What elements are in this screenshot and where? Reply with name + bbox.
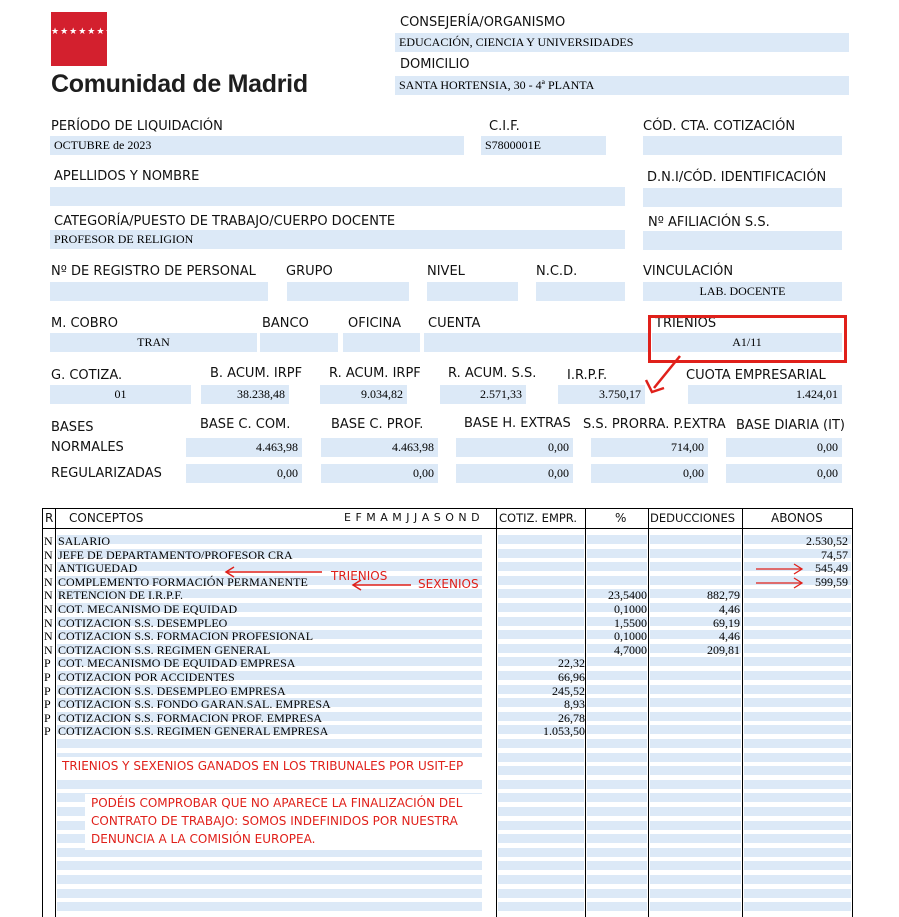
table-row (42, 644, 853, 658)
row-stripe (587, 739, 647, 748)
row-stripe (587, 821, 647, 830)
row-stripe (587, 875, 647, 884)
dni-label: D.N.I/CÓD. IDENTIFICACIÓN (647, 170, 827, 185)
row-concepto: ANTIGUEDAD (58, 561, 138, 576)
row-abono: 74,57 (821, 547, 848, 562)
registro-field (50, 282, 268, 301)
col-header-deducciones: DEDUCCIONES (650, 511, 736, 525)
table-row (42, 630, 853, 644)
oficina-label: OFICINA (348, 316, 402, 331)
periodo-label: PERÍODO DE LIQUIDACIÓN (51, 119, 223, 134)
table-top-border (42, 508, 853, 509)
racum-irpf-field: 9.034,82 (320, 385, 407, 404)
afiliacion-field (643, 231, 842, 250)
mcobro-field: TRAN (50, 333, 257, 352)
trienios-arrow-icon (640, 352, 690, 397)
row-deduccion: 209,81 (707, 642, 740, 657)
irpf-label: I.R.P.F. (567, 368, 608, 383)
nivel-field (427, 282, 518, 301)
row-stripe (650, 834, 741, 843)
cif-field: S7800001E (481, 136, 606, 155)
table-row (42, 549, 853, 563)
table-row (42, 562, 853, 576)
row-concepto: COT. MECANISMO DE EQUIDAD (58, 602, 238, 616)
row-stripe (57, 780, 482, 789)
trienios-tag: TRIENIOS (331, 569, 388, 583)
oficina-field (343, 333, 420, 352)
table-row (42, 725, 853, 739)
row-deduccion: 4,46 (719, 629, 740, 644)
row-stripe (498, 821, 584, 830)
cuota-label: CUOTA EMPRESARIAL (686, 368, 826, 383)
note-indefinidos (85, 794, 486, 850)
consejeria-label: CONSEJERÍA/ORGANISMO (400, 15, 566, 30)
cuenta-label: CUENTA (428, 316, 481, 331)
row-stripe (498, 834, 584, 843)
row-stripe (498, 848, 584, 857)
row-stripe (587, 766, 647, 775)
normales-prorra: 714,00 (591, 438, 708, 457)
row-concepto: SALARIO (58, 534, 111, 548)
bases-col-prorra: S.S. PRORRA. P.EXTRA (583, 417, 726, 432)
registro-label: Nº DE REGISTRO DE PERSONAL (51, 264, 256, 279)
row-stripe (498, 875, 584, 884)
row-cotiz: 66,96 (558, 670, 585, 684)
consejeria-field: EDUCACIÓN, CIENCIA Y UNIVERSIDADES (395, 33, 849, 52)
row-concepto: COTIZACION POR ACCIDENTES (58, 670, 235, 684)
row-concepto: COTIZACION S.S. REGIMEN GENERAL EMPRESA (58, 724, 329, 739)
col-header-cotiz: COTIZ. EMPR. (499, 511, 578, 525)
row-stripe (498, 889, 584, 898)
row-stripe (57, 861, 482, 870)
row-type: P (44, 683, 51, 698)
bases-title: BASES (51, 420, 94, 435)
row-stripe (650, 739, 741, 748)
bases-col-com: BASE C. COM. (200, 417, 291, 432)
sexenios-pointer-arrow-icon (349, 578, 415, 592)
ncd-label: N.C.D. (536, 264, 578, 279)
row-cotiz: 245,52 (552, 683, 585, 698)
row-stripe (587, 889, 647, 898)
ncd-field (536, 282, 625, 301)
row-stripe (587, 793, 647, 802)
domicilio-label: DOMICILIO (400, 57, 470, 72)
madrid-flag-logo (51, 12, 115, 66)
row-type: N (44, 534, 53, 548)
row-stripe (744, 753, 851, 762)
brand-name: Comunidad de Madrid (51, 70, 308, 98)
row-abono: 545,49 (815, 561, 848, 576)
col-header-pct: % (615, 511, 627, 525)
row-type: N (44, 547, 53, 562)
row-stripe (650, 753, 741, 762)
row-type: N (44, 629, 53, 644)
row-deduccion: 4,46 (719, 602, 740, 616)
row-pct: 23,5400 (608, 588, 647, 603)
racum-ss-field: 2.571,33 (440, 385, 526, 404)
row-stripe (744, 780, 851, 789)
row-stripe (744, 902, 851, 911)
row-type: P (44, 697, 51, 712)
row-stripe (744, 766, 851, 775)
table-row (42, 589, 853, 603)
row-stripe (498, 793, 584, 802)
cuenta-field (424, 333, 650, 352)
row-stripe (57, 739, 482, 748)
row-type: N (44, 561, 53, 576)
table-header-border (42, 528, 853, 529)
gcotiza-label: G. COTIZA. (51, 368, 123, 383)
note-line: CONTRATO DE TRABAJO: SOMOS INDEFINIDOS POR NUESTRA (91, 814, 458, 828)
concepts-table (42, 508, 853, 917)
banco-label: BANCO (262, 316, 309, 331)
row-type: P (44, 670, 51, 684)
row-pct: 4,7000 (614, 642, 647, 657)
row-type: P (44, 710, 51, 725)
bases-regularizadas-label: REGULARIZADAS (51, 466, 162, 481)
row-concepto: JEFE DE DEPARTAMENTO/PROFESOR CRA (58, 547, 293, 562)
row-concepto: COTIZACION S.S. DESEMPLEO EMPRESA (58, 683, 286, 698)
stars-icon: ★★★★★★★ (51, 27, 115, 37)
col-header-r: R (45, 511, 54, 525)
row-type: N (44, 615, 53, 630)
normales-hext: 0,00 (456, 438, 573, 457)
table-row (42, 657, 853, 671)
col-header-abonos: ABONOS (771, 511, 823, 525)
vinculacion-field: LAB. DOCENTE (643, 282, 842, 301)
row-stripe (744, 834, 851, 843)
row-stripe (498, 902, 584, 911)
row-cotiz: 26,78 (558, 710, 585, 725)
row-type: N (44, 642, 53, 657)
categoria-field: PROFESOR DE RELIGION (50, 230, 625, 249)
trienios-field: A1/11 (652, 333, 842, 352)
regularizadas-com: 0,00 (186, 464, 302, 483)
mcobro-label: M. COBRO (51, 316, 118, 331)
col-header-months: E F M A M J J A S O N D (344, 511, 481, 524)
trienios-pointer-arrow-icon (222, 565, 326, 579)
bases-normales-label: NORMALES (51, 440, 124, 455)
periodo-field: OCTUBRE de 2023 (50, 136, 464, 155)
row-type: N (44, 602, 53, 616)
row-stripe (498, 780, 584, 789)
note-line: DENUNCIA A LA COMISIÓN EUROPEA. (91, 832, 316, 846)
row-stripe (650, 793, 741, 802)
row-cotiz: 1.053,50 (543, 724, 585, 739)
row-type: N (44, 574, 53, 589)
table-row (42, 671, 853, 685)
normales-com: 4.463,98 (186, 438, 302, 457)
table-row (42, 712, 853, 726)
cuota-field: 1.424,01 (688, 385, 842, 404)
row-deduccion: 882,79 (707, 588, 740, 603)
row-stripe (650, 848, 741, 857)
row-stripe (650, 821, 741, 830)
regularizadas-hext: 0,00 (456, 464, 573, 483)
note-line: PODÉIS COMPROBAR QUE NO APARECE LA FINALIZACIÓN DEL (91, 796, 463, 810)
row-stripe (650, 875, 741, 884)
normales-diaria: 0,00 (726, 438, 842, 457)
row-stripe (498, 766, 584, 775)
row-stripe (744, 821, 851, 830)
normales-prof: 4.463,98 (321, 438, 438, 457)
row-stripe (498, 807, 584, 816)
row-stripe (744, 861, 851, 870)
regularizadas-prorra: 0,00 (591, 464, 708, 483)
table-row (42, 603, 853, 617)
row-stripe (587, 861, 647, 870)
bacum-irpf-field: 38.238,48 (201, 385, 289, 404)
row-concepto: COTIZACION S.S. FONDO GARAN.SAL. EMPRESA (58, 697, 331, 712)
row-pct: 0,1000 (614, 629, 647, 644)
row-stripe (587, 848, 647, 857)
bases-col-prof: BASE C. PROF. (331, 417, 424, 432)
domicilio-field: SANTA HORTENSIA, 30 - 4ª PLANTA (395, 76, 849, 95)
row-concepto: RETENCION DE I.R.P.F. (58, 588, 184, 603)
row-stripe (744, 739, 851, 748)
vinculacion-label: VINCULACIÓN (643, 264, 734, 279)
sexenios-tag: SEXENIOS (418, 577, 479, 591)
irpf-field: 3.750,17 (558, 385, 645, 404)
cod-cta-label: CÓD. CTA. COTIZACIÓN (643, 119, 796, 134)
bases-col-hext: BASE H. EXTRAS (464, 416, 571, 431)
row-type: N (44, 588, 53, 603)
categoria-label: CATEGORÍA/PUESTO DE TRABAJO/CUERPO DOCENTE (54, 214, 396, 229)
row-stripe (744, 875, 851, 884)
regularizadas-prof: 0,00 (321, 464, 438, 483)
cif-label: C.I.F. (489, 119, 520, 134)
row-stripe (744, 807, 851, 816)
row-stripe (650, 902, 741, 911)
row-stripe (744, 793, 851, 802)
afiliacion-label: Nº AFILIACIÓN S.S. (648, 215, 770, 230)
gcotiza-field: 01 (50, 385, 191, 404)
regularizadas-diaria: 0,00 (726, 464, 842, 483)
row-pct: 1,5500 (614, 615, 647, 630)
row-type: P (44, 656, 51, 671)
table-row (42, 535, 853, 549)
row-deduccion: 69,19 (713, 615, 740, 630)
apellidos-field (50, 187, 625, 206)
row-stripe (587, 753, 647, 762)
row-stripe (57, 889, 482, 898)
table-row (42, 698, 853, 712)
row-concepto: COTIZACION S.S. DESEMPLEO (58, 615, 228, 630)
row-stripe (57, 902, 482, 911)
racum-ss-label: R. ACUM. S.S. (448, 366, 537, 381)
grupo-field (287, 282, 409, 301)
note-trienios-sexenios: TRIENIOS Y SEXENIOS GANADOS EN LOS TRIBUNALES POR USIT-EP (57, 757, 492, 775)
row-stripe (587, 834, 647, 843)
row-concepto: COT. MECANISMO DE EQUIDAD EMPRESA (58, 656, 296, 671)
row-stripe (498, 739, 584, 748)
row-stripe (587, 807, 647, 816)
banco-field (260, 333, 338, 352)
row-abono: 2.530,52 (806, 534, 848, 548)
row-concepto: COTIZACION S.S. REGIMEN GENERAL (58, 642, 271, 657)
row-concepto: COMPLEMENTO FORMACIÓN PERMANENTE (58, 574, 308, 589)
row-type: P (44, 724, 51, 739)
bacum-irpf-label: B. ACUM. IRPF (210, 366, 303, 381)
row-stripe (57, 875, 482, 884)
table-row (42, 685, 853, 699)
row-stripe (650, 780, 741, 789)
row-stripe (498, 753, 584, 762)
bases-col-diaria: BASE DIARIA (IT) (736, 418, 845, 433)
col-header-conceptos: CONCEPTOS (69, 511, 144, 525)
table-row (42, 617, 853, 631)
row-stripe (650, 889, 741, 898)
racum-irpf-label: R. ACUM. IRPF (329, 366, 421, 381)
row-cotiz: 22,32 (558, 656, 585, 671)
row-cotiz: 8,93 (564, 697, 585, 712)
row-stripe (498, 861, 584, 870)
row-stripe (744, 889, 851, 898)
dni-field (643, 188, 842, 207)
apellidos-label: APELLIDOS Y NOMBRE (54, 169, 200, 184)
cod-cta-field (643, 136, 842, 155)
row-stripe (650, 766, 741, 775)
row-stripe (650, 807, 741, 816)
trienios-label: TRIENIOS (655, 316, 717, 331)
row-concepto: COTIZACION S.S. FORMACION PROFESIONAL (58, 629, 314, 644)
row-pct: 0,1000 (614, 602, 647, 616)
row-stripe (587, 902, 647, 911)
row-stripe (650, 861, 741, 870)
row-concepto: COTIZACION S.S. FORMACION PROF. EMPRESA (58, 710, 323, 725)
row-stripe (744, 848, 851, 857)
grupo-label: GRUPO (286, 264, 333, 279)
row-abono: 599,59 (815, 574, 848, 589)
row-stripe (587, 780, 647, 789)
nivel-label: NIVEL (427, 264, 465, 279)
abonos-arrows-icon (754, 561, 806, 593)
